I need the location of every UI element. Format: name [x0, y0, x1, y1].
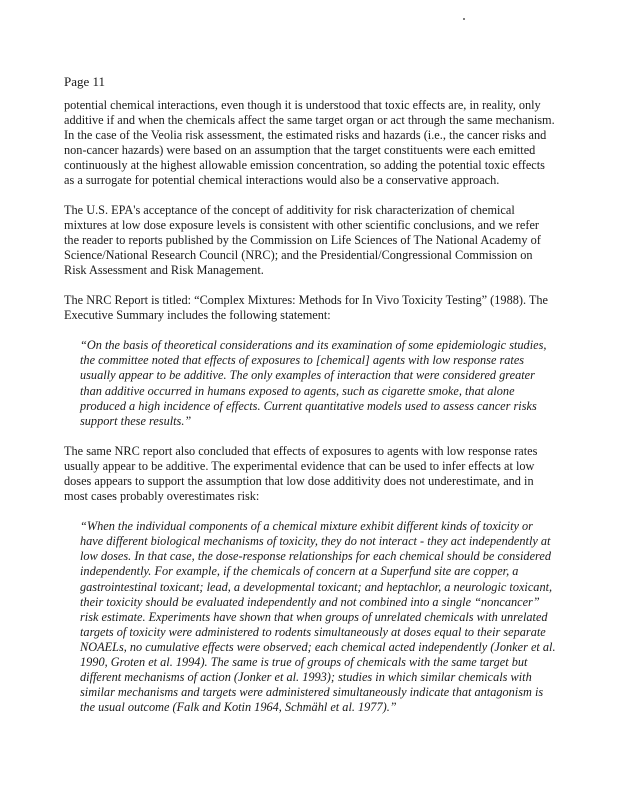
scan-speck [463, 18, 465, 20]
quote-chemical-mixture-toxicity: “When the individual components of a chemical mixture exhibit different kinds of toxicity or have different biological mechanisms of toxicity, they do not interact - they act independently at low doses. In that case, the dose-response relationships for each chemical should be considered independently. For example, if the chemicals of concern at a Superfund site are copper, a gastrointestinal toxicant; lead, a developmental toxicant; and heptachlor, a neurologic toxicant, their toxicity should be evaluated independently and not combined into a single “noncancer” risk estimate. Experiments have shown that when groups of unrelated chemicals with unrelated targets of toxicity were administered to rodents simultaneously at doses equal to their separate NOAELs, no cumulative effects were observed; each chemical acted independently (Jonker et al. 1990, Groten et al. 1994). The same is true of groups of chemicals with the same target but different mechanisms of action (Jonker et al. 1993); studies in which similar chemicals with similar mechanisms and targets were administered simultaneously indicate that antagonism is the usual outcome (Falk and Kotin 1964, Schmähl et al. 1977).” [80, 519, 556, 715]
document-body [64, 98, 557, 715]
quote-executive-summary: “On the basis of theoretical considerations and its examination of some epidemiologic studies, the committee noted that effects of exposures to [chemical] agents with low response rates usually appear to be additive. The only examples of interaction that were considered greater than additive occurred in humans exposed to agents, such as cigarette smoke, that alone produced a high incidence of effects. Current quantitative models used to assess cancer risks support these results.” [80, 338, 547, 428]
paragraph-epa-acceptance: The U.S. EPA's acceptance of the concept of additivity for risk characterization of chemical mixtures at low dose exposure levels is consistent with other scientific conclusions, and we refer the reader to reports published by the Commission on Life Sciences of The National Academy of Science/National Research Council (NRC); and the Presidential/Congressional Commission on Risk Assessment and Risk Management. [64, 202, 541, 277]
paragraph-nrc-report-title: The NRC Report is titled: “Complex Mixtures: Methods for In Vivo Toxicity Testing” (1988). The Executive Summary includes the following statement: [64, 293, 549, 323]
page-number-header: Page 11 [64, 74, 106, 89]
paragraph-low-dose-additivity: The same NRC report also concluded that effects of exposures to agents with low response rates usually appear to be additive. The experimental evidence that can be used to infer effects at low doses appears to support the assumption that low dose additivity does not underestimate, and in most cases probably overestimates risk: [64, 443, 538, 504]
paragraph-additivity-assumption: potential chemical interactions, even though it is understood that toxic effects are, in reality, only additive if and when the chemicals affect the same target organ or act through the same mechanism. In the case of the Veolia risk assessment, the estimated risks and hazards (i.e., the cancer risks and non-cancer hazards) were based on an assumption that the target constituents were each emitted continuously at the highest allowable emission concentration, so adding the potential toxic effects as a surrogate for potential chemical interactions would also be a conservative approach. [64, 98, 555, 188]
